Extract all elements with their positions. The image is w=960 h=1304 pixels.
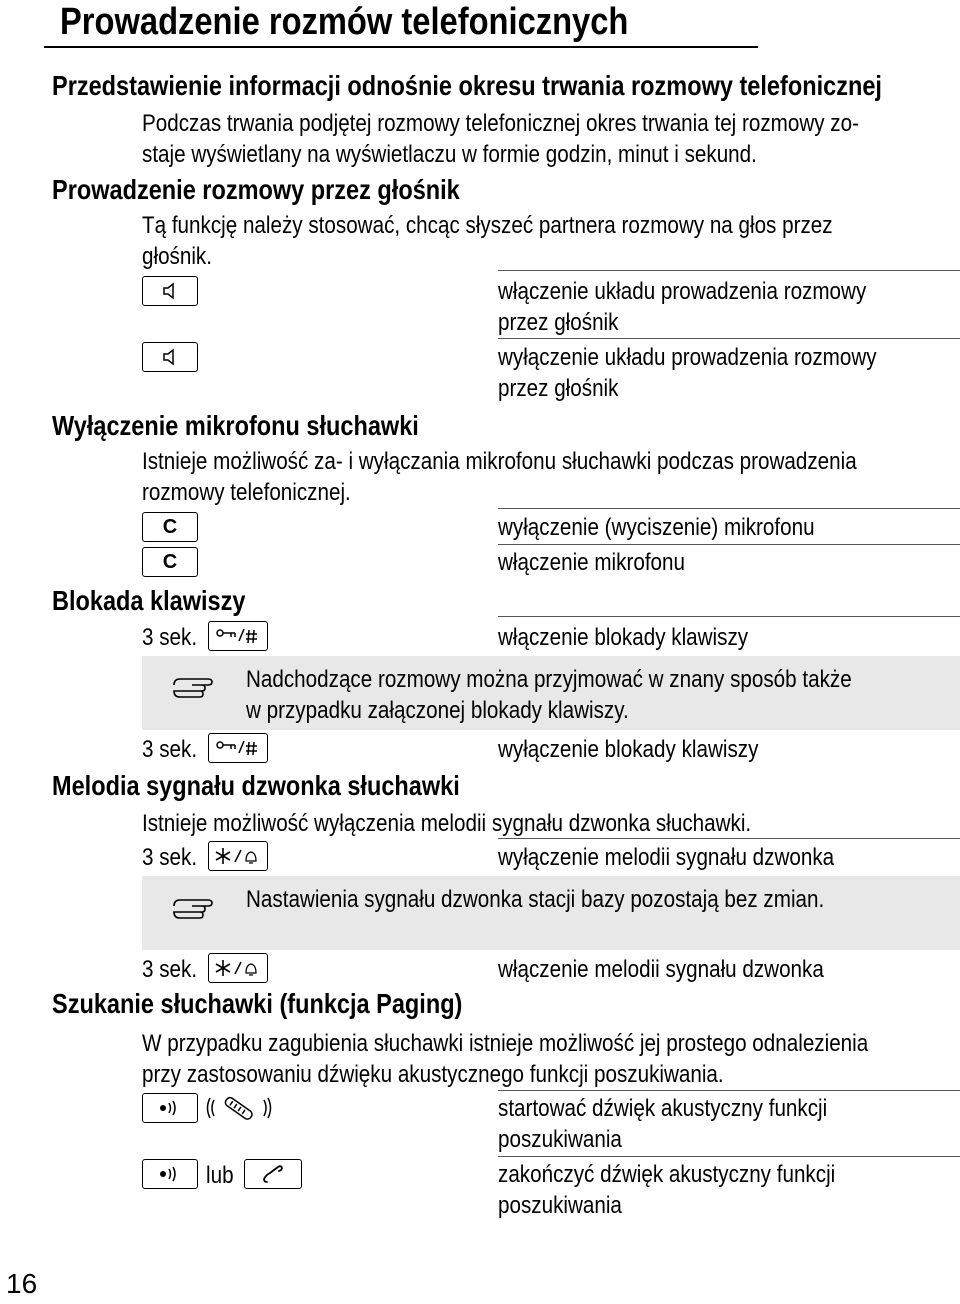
table-divider [498,508,960,509]
section-heading-ringer: Melodia sygnału dzwonka słuchawki [52,770,460,801]
table-divider [498,544,960,545]
speaker-paragraph-line-1: Tą funkcję należy stosować, chcąc słyszeć partnera rozmowy na głos przez [142,212,833,239]
title-rule [44,46,758,48]
speaker-on-text-line-2: przez głośnik [498,309,619,336]
ringer-off-text: wyłączenie melodii sygnału dzwonka [498,844,835,871]
star-bell-icon [213,957,263,979]
table-divider [498,616,960,617]
or-label: lub [206,1162,234,1189]
keylock-off-duration: 3 sek. [142,736,198,763]
key-hash-icon [213,737,263,759]
paging-paragraph-line-2: przy zastosowaniu dźwięku akustycznego funkcji poszukiwania. [142,1061,724,1088]
mute-paragraph-line-1: Istnieje możliwość za- i wyłączania mikrofonu słuchawki podczas prowadzenia [142,448,857,475]
keylock-on-duration: 3 sek. [142,624,198,651]
keylock-off-text: wyłączenie blokady klawiszy [498,736,759,763]
keylock-note-line-2: w przypadku załączonej blokady klawiszy. [246,697,629,724]
star-key [208,953,268,983]
speaker-key-off [142,342,198,372]
table-divider [498,270,960,271]
section-heading-duration: Przedstawienie informacji odnośnie okresu trwania rozmowy telefonicznej [52,70,882,101]
c-key-label: C [162,550,178,573]
keylock-note-line-1: Nadchodzące rozmowy można przyjmować w znany sposób także [246,666,852,693]
duration-paragraph-line-2: staje wyświetlany na wyświetlaczu w formie godzin, minut i sekund. [142,141,757,168]
paging-start-text-line-1: startować dźwięk akustyczny funkcji [498,1095,828,1122]
c-key [142,512,198,542]
paging-paragraph-line-1: W przypadku zagubienia słuchawki istnieje możliwość jej prostego odnalezienia [142,1030,869,1057]
key-hash-icon [213,625,263,647]
table-divider [498,1090,960,1091]
ringer-off-duration: 3 sek. [142,844,198,871]
page-number: 16 [6,1268,38,1299]
pointing-hand-icon [172,896,216,922]
speaker-paragraph-line-2: głośnik. [142,243,212,270]
pointing-hand-icon [172,675,216,701]
duration-paragraph-line-1: Podczas trwania podjętej rozmowy telefonicznej okres trwania tej rozmowy zo- [142,110,859,137]
speaker-key-icon [160,281,180,301]
hash-key [208,733,268,763]
star-key [208,841,268,871]
ringer-paragraph-line-1: Istnieje możliwość wyłączenia melodii sygnału dzwonka słuchawki. [142,810,752,837]
ringer-on-duration: 3 sek. [142,956,198,983]
speaker-key-icon [160,347,180,367]
paging-key-icon [155,1098,185,1118]
ringer-on-text: włączenie melodii sygnału dzwonka [498,956,824,983]
paging-stop-text-line-2: poszukiwania [498,1192,622,1219]
mute-on-text: włączenie mikrofonu [498,549,685,576]
c-key-label: C [162,515,178,538]
page-title: Prowadzenie rozmów telefonicznych [60,1,629,43]
table-divider [498,338,960,339]
table-divider [498,838,960,839]
table-divider [498,1156,960,1157]
talk-key [244,1159,302,1189]
ringer-note-line-1: Nastawienia sygnału dzwonka stacji bazy pozostają bez zmian. [246,886,825,913]
hash-key [208,621,268,651]
section-heading-mute: Wyłączenie mikrofonu słuchawki [52,410,419,441]
star-bell-icon [213,845,263,867]
speaker-on-text-line-1: włączenie układu prowadzenia rozmowy [498,278,867,305]
paging-start-text-line-2: poszukiwania [498,1126,622,1153]
speaker-off-text-line-2: przez głośnik [498,375,619,402]
section-heading-keylock: Blokada klawiszy [52,585,246,616]
c-key [142,547,198,577]
handset-ringing-icon [206,1094,272,1122]
paging-key [142,1093,198,1123]
mute-paragraph-line-2: rozmowy telefonicznej. [142,479,351,506]
paging-stop-text-line-1: zakończyć dźwięk akustyczny funkcji [498,1161,836,1188]
paging-key-icon [155,1164,185,1184]
paging-key [142,1159,198,1189]
section-heading-speaker: Prowadzenie rozmowy przez głośnik [52,174,460,205]
phone-handset-icon [258,1163,288,1185]
mute-off-text: wyłączenie (wyciszenie) mikrofonu [498,514,815,541]
section-heading-paging: Szukanie słuchawki (funkcja Paging) [52,988,463,1019]
speaker-off-text-line-1: wyłączenie układu prowadzenia rozmowy [498,344,877,371]
speaker-key-on [142,276,198,306]
keylock-on-text: włączenie blokady klawiszy [498,624,749,651]
